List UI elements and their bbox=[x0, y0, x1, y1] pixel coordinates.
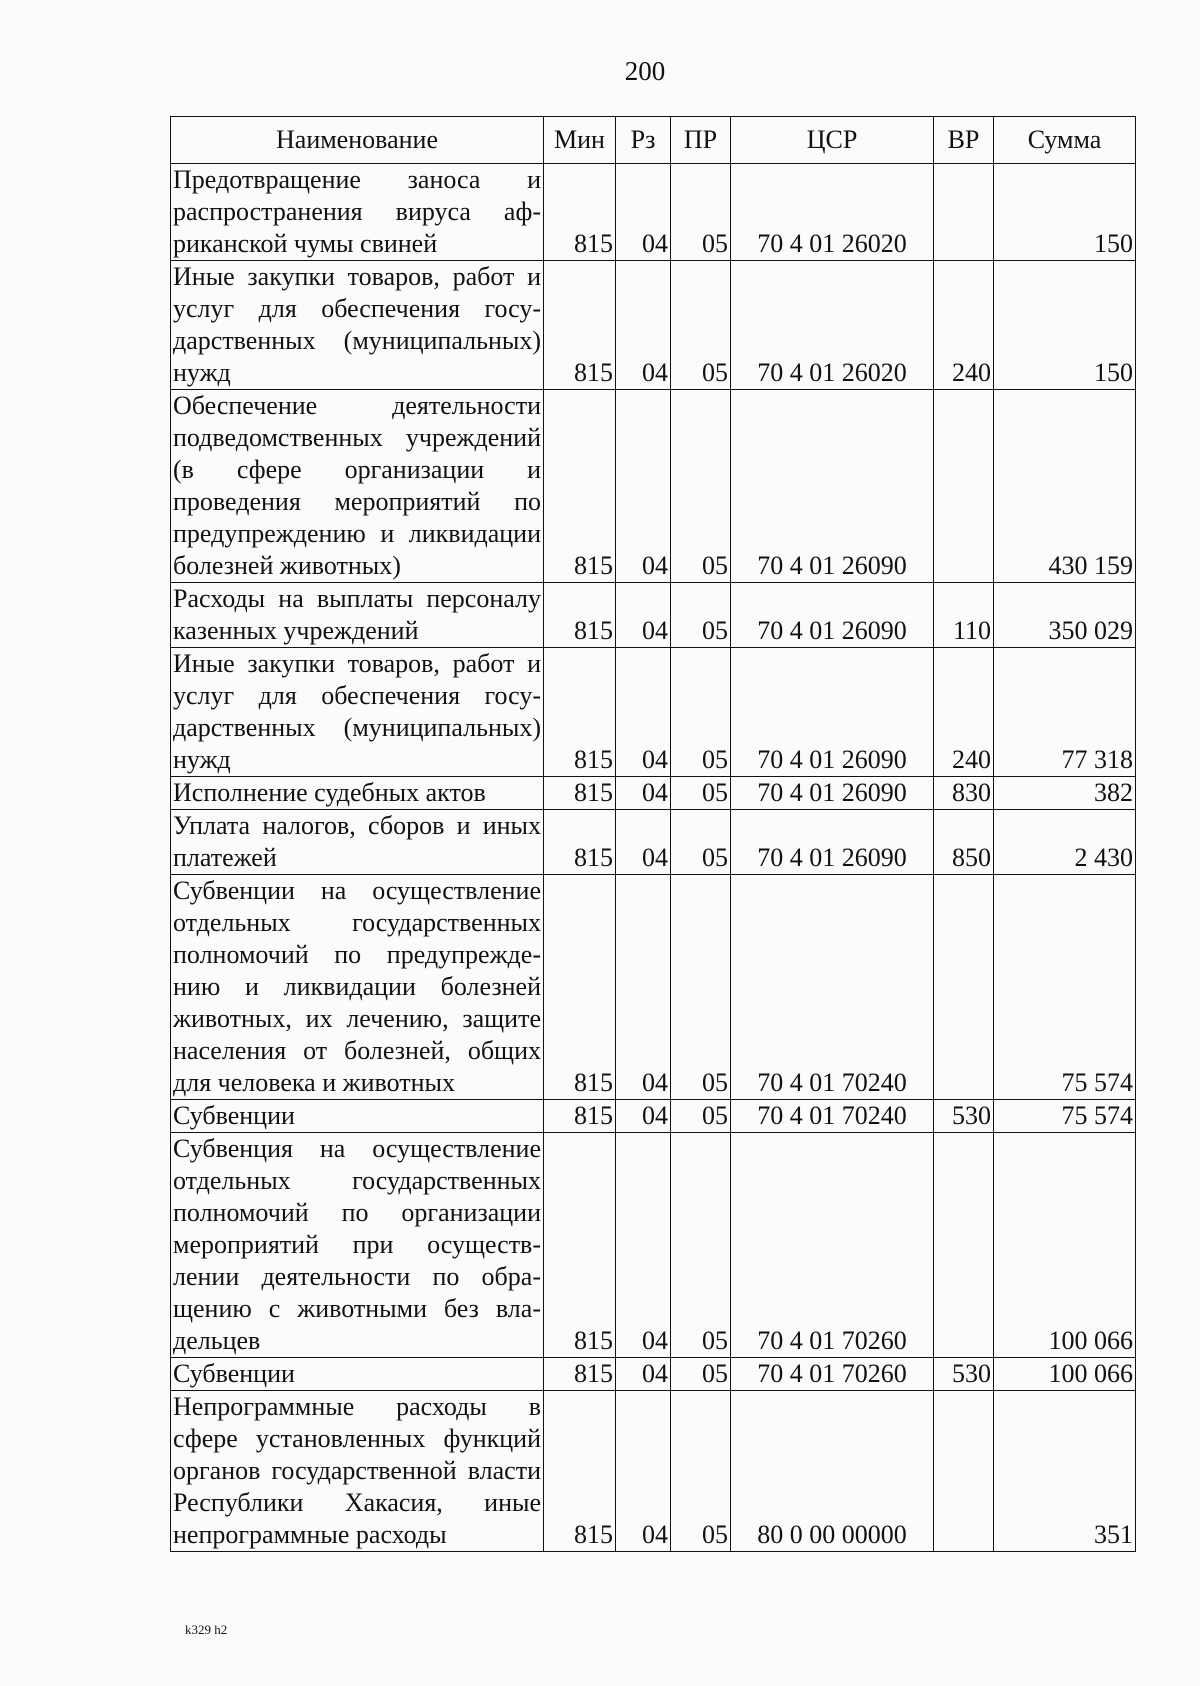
row-sum: 150 bbox=[994, 261, 1136, 390]
row-name: Субвенция на осуществление отдельных государственных полномочий по организации мероприятий при осуществлении деятельности по обращению с животными без владельцев bbox=[171, 1133, 544, 1358]
row-min: 815 bbox=[544, 1100, 616, 1133]
row-sum: 350 029 bbox=[994, 583, 1136, 648]
row-sum: 2 430 bbox=[994, 810, 1136, 875]
row-csr: 70 4 01 26020 bbox=[731, 261, 934, 390]
row-min: 815 bbox=[544, 1358, 616, 1391]
row-vr bbox=[934, 390, 994, 583]
row-sum: 75 574 bbox=[994, 875, 1136, 1100]
row-vr: 240 bbox=[934, 648, 994, 777]
header-vr: ВР bbox=[934, 117, 994, 164]
row-sum: 100 066 bbox=[994, 1358, 1136, 1391]
header-min: Мин bbox=[544, 117, 616, 164]
row-name: Предотвращение заноса и распространения вируса африканской чумы свиней bbox=[171, 164, 544, 261]
row-min: 815 bbox=[544, 1391, 616, 1552]
row-vr bbox=[934, 1133, 994, 1358]
footer-document-code: k329 h2 bbox=[185, 1622, 228, 1637]
row-min: 815 bbox=[544, 261, 616, 390]
row-vr: 240 bbox=[934, 261, 994, 390]
row-sum: 100 066 bbox=[994, 1133, 1136, 1358]
row-csr: 70 4 01 70260 bbox=[731, 1133, 934, 1358]
row-csr: 70 4 01 26090 bbox=[731, 390, 934, 583]
row-vr bbox=[934, 875, 994, 1100]
row-pr: 05 bbox=[671, 390, 731, 583]
row-csr: 70 4 01 70260 bbox=[731, 1358, 934, 1391]
table-row bbox=[171, 583, 1136, 648]
row-pr: 05 bbox=[671, 1133, 731, 1358]
table-row bbox=[171, 1358, 1136, 1391]
row-vr: 110 bbox=[934, 583, 994, 648]
table-row bbox=[171, 164, 1136, 261]
row-vr: 530 bbox=[934, 1100, 994, 1133]
budget-table-container bbox=[170, 116, 1136, 1552]
row-pr: 05 bbox=[671, 1100, 731, 1133]
row-rz: 04 bbox=[616, 261, 671, 390]
row-name: Иные закупки товаров, работ и услуг для обеспечения государственных (муниципальных) нужд bbox=[171, 648, 544, 777]
row-name: Уплата налогов, сборов и иных платежей bbox=[171, 810, 544, 875]
header-name: Наименование bbox=[171, 117, 544, 164]
row-sum: 77 318 bbox=[994, 648, 1136, 777]
row-name: Исполнение судебных актов bbox=[171, 777, 544, 810]
table-row bbox=[171, 1100, 1136, 1133]
row-csr: 70 4 01 26020 bbox=[731, 164, 934, 261]
header-rz: Рз bbox=[616, 117, 671, 164]
row-rz: 04 bbox=[616, 1391, 671, 1552]
row-csr: 70 4 01 26090 bbox=[731, 583, 934, 648]
row-name: Расходы на выплаты персоналу казенных учреждений bbox=[171, 583, 544, 648]
header-pr: ПР bbox=[671, 117, 731, 164]
row-rz: 04 bbox=[616, 1133, 671, 1358]
table-row bbox=[171, 261, 1136, 390]
row-rz: 04 bbox=[616, 1358, 671, 1391]
row-vr bbox=[934, 164, 994, 261]
row-name: Обеспечение деятельности подведомственных учреждений (в сфере организации и проведения мероприятий по предупреждению и ликвидации болезней животных) bbox=[171, 390, 544, 583]
budget-table bbox=[170, 116, 1136, 1552]
row-pr: 05 bbox=[671, 164, 731, 261]
row-vr: 850 bbox=[934, 810, 994, 875]
row-sum: 382 bbox=[994, 777, 1136, 810]
row-pr: 05 bbox=[671, 777, 731, 810]
table-header-row bbox=[171, 117, 1136, 164]
row-rz: 04 bbox=[616, 390, 671, 583]
row-min: 815 bbox=[544, 777, 616, 810]
row-rz: 04 bbox=[616, 164, 671, 261]
table-row bbox=[171, 1133, 1136, 1358]
row-name: Субвенции bbox=[171, 1358, 544, 1391]
row-pr: 05 bbox=[671, 648, 731, 777]
row-rz: 04 bbox=[616, 648, 671, 777]
row-vr bbox=[934, 1391, 994, 1552]
row-pr: 05 bbox=[671, 1391, 731, 1552]
row-name: Иные закупки товаров, работ и услуг для обеспечения государственных (муниципальных) нужд bbox=[171, 261, 544, 390]
row-min: 815 bbox=[544, 390, 616, 583]
row-sum: 430 159 bbox=[994, 390, 1136, 583]
table-row bbox=[171, 648, 1136, 777]
row-csr: 70 4 01 70240 bbox=[731, 1100, 934, 1133]
row-pr: 05 bbox=[671, 583, 731, 648]
table-row bbox=[171, 875, 1136, 1100]
row-pr: 05 bbox=[671, 1358, 731, 1391]
row-min: 815 bbox=[544, 648, 616, 777]
table-row bbox=[171, 390, 1136, 583]
header-sum: Сумма bbox=[994, 117, 1136, 164]
row-min: 815 bbox=[544, 875, 616, 1100]
row-pr: 05 bbox=[671, 261, 731, 390]
row-rz: 04 bbox=[616, 875, 671, 1100]
row-rz: 04 bbox=[616, 583, 671, 648]
table-row bbox=[171, 777, 1136, 810]
row-min: 815 bbox=[544, 810, 616, 875]
row-sum: 351 bbox=[994, 1391, 1136, 1552]
row-rz: 04 bbox=[616, 1100, 671, 1133]
page-number: 200 bbox=[624, 56, 666, 86]
row-rz: 04 bbox=[616, 777, 671, 810]
row-rz: 04 bbox=[616, 810, 671, 875]
header-csr: ЦСР bbox=[731, 117, 934, 164]
row-csr: 70 4 01 26090 bbox=[731, 810, 934, 875]
row-min: 815 bbox=[544, 583, 616, 648]
row-pr: 05 bbox=[671, 810, 731, 875]
row-csr: 80 0 00 00000 bbox=[731, 1391, 934, 1552]
row-min: 815 bbox=[544, 1133, 616, 1358]
row-min: 815 bbox=[544, 164, 616, 261]
table-row bbox=[171, 810, 1136, 875]
row-name: Непрограммные расходы в сфере установленных функций органов государственной власти Республики Хакасия, иные непрограммные расходы bbox=[171, 1391, 544, 1552]
row-name: Субвенции bbox=[171, 1100, 544, 1133]
row-sum: 75 574 bbox=[994, 1100, 1136, 1133]
row-name: Субвенции на осуществление отдельных государственных полномочий по предупреждению и ликвидации болезней животных, их лечению, защите населения от болезней, общих для человека и животных bbox=[171, 875, 544, 1100]
row-pr: 05 bbox=[671, 875, 731, 1100]
row-vr: 830 bbox=[934, 777, 994, 810]
row-vr: 530 bbox=[934, 1358, 994, 1391]
row-csr: 70 4 01 70240 bbox=[731, 875, 934, 1100]
row-csr: 70 4 01 26090 bbox=[731, 648, 934, 777]
row-csr: 70 4 01 26090 bbox=[731, 777, 934, 810]
row-sum: 150 bbox=[994, 164, 1136, 261]
table-row bbox=[171, 1391, 1136, 1552]
